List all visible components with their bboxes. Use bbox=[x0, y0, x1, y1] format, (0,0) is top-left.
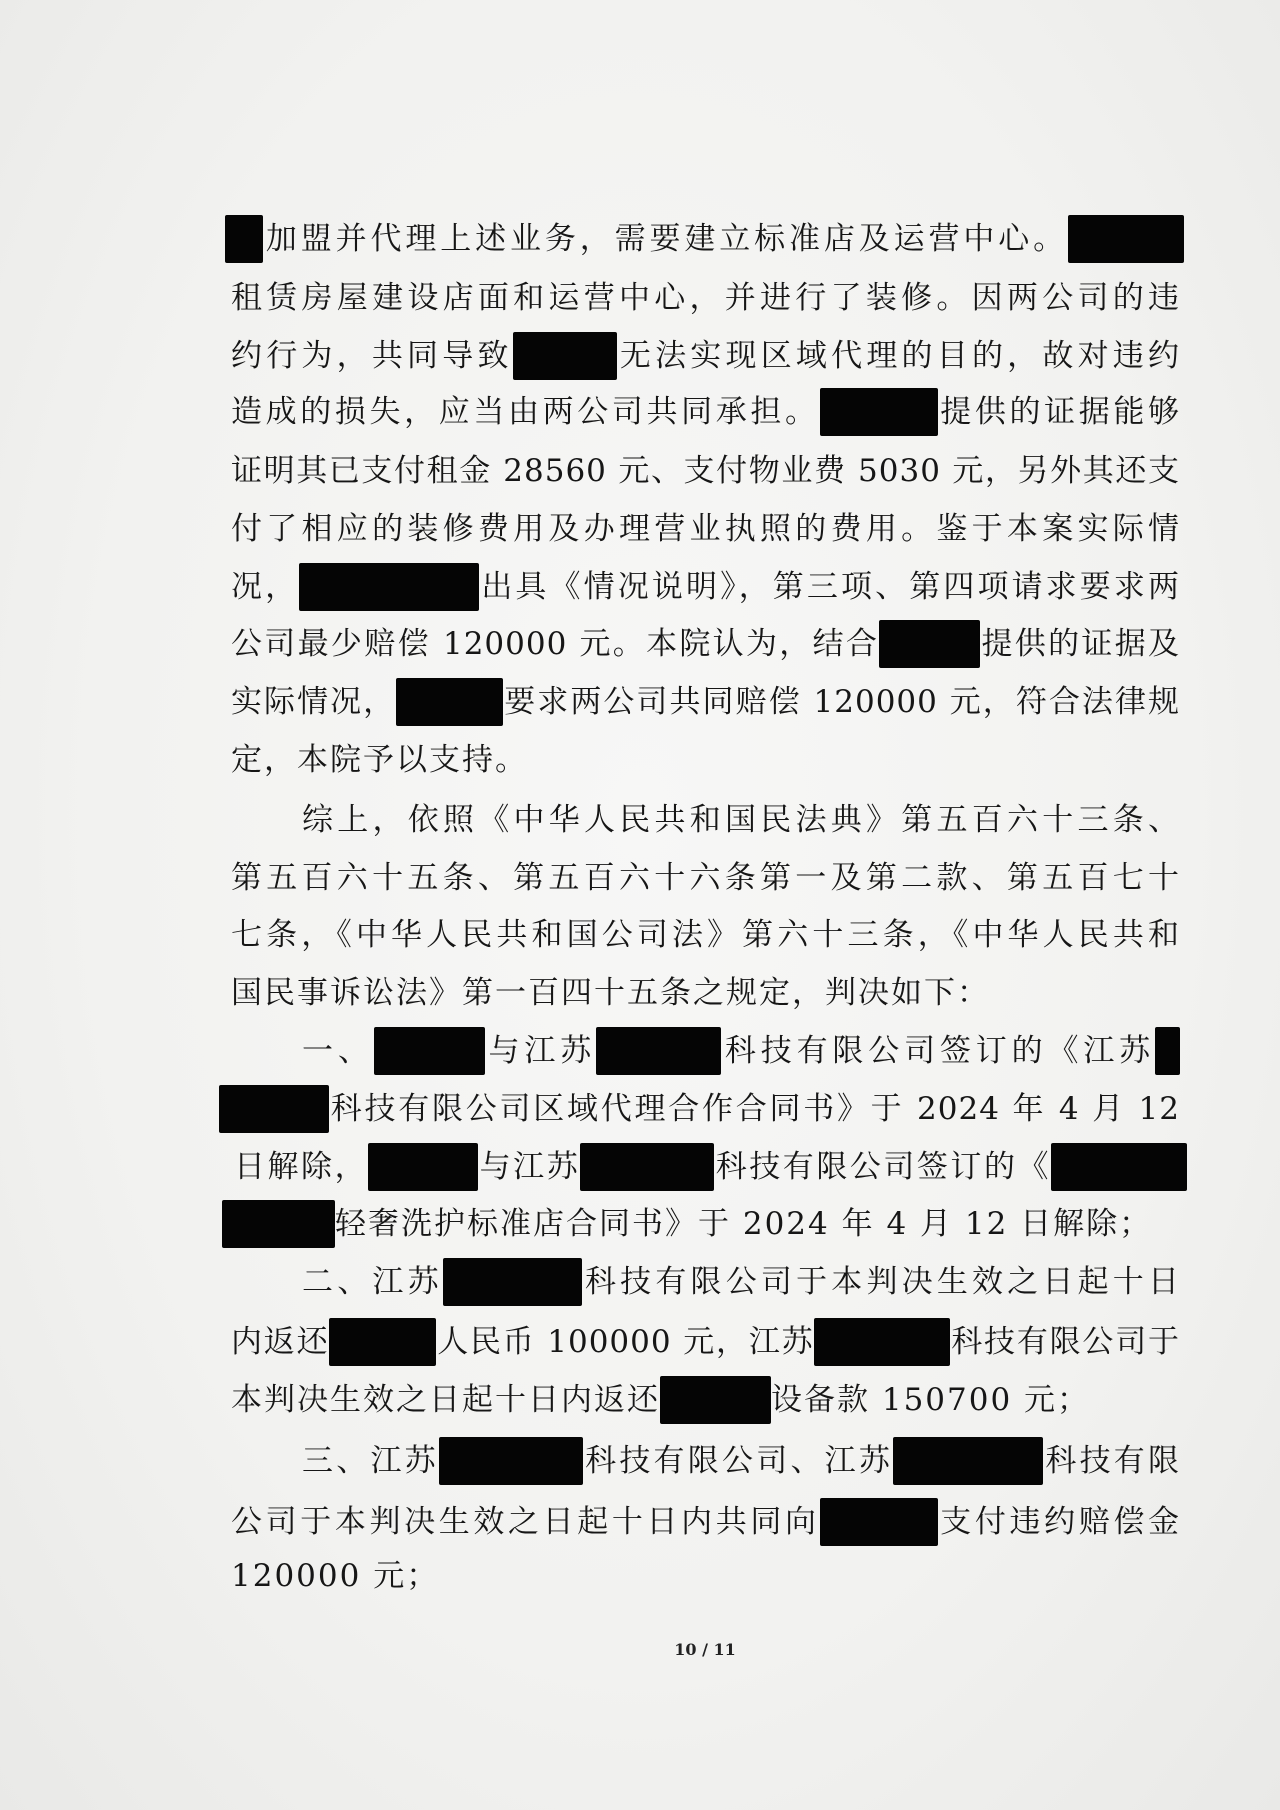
text-segment: 科技有限公司于本判决生效之日起十日 bbox=[581, 1264, 1181, 1300]
redaction-box bbox=[513, 332, 617, 380]
text-segment: 三、江苏 bbox=[302, 1443, 439, 1479]
redaction-box bbox=[596, 1027, 721, 1075]
text-segment: 付了相应的装修费用及办理营业执照的费用。鉴于本案实际情 bbox=[231, 511, 1180, 547]
text-segment: 科技有限公司签订的《 bbox=[714, 1149, 1052, 1185]
text-segment: 设备款 150700 元； bbox=[771, 1382, 1091, 1418]
text-line bbox=[231, 856, 1180, 900]
text-line bbox=[222, 1202, 1180, 1246]
text-segment: 日解除， bbox=[234, 1149, 369, 1185]
text-segment: 一、 bbox=[302, 1033, 374, 1069]
text-segment: 第五百六十五条、第五百六十六条第一及第二款、第五百七十 bbox=[231, 860, 1180, 896]
text-line bbox=[231, 1554, 1180, 1598]
text-line bbox=[231, 738, 1180, 782]
redaction-box bbox=[368, 1143, 478, 1191]
text-segment: 实际情况， bbox=[231, 684, 397, 720]
text-segment: 证明其已支付租金 28560 元、支付物业费 5030 元，另外其还支 bbox=[231, 453, 1180, 489]
text-line bbox=[234, 1145, 1187, 1189]
redaction-box bbox=[329, 1318, 436, 1366]
text-segment: 内返还 bbox=[231, 1324, 330, 1360]
text-segment: 科技有限公司于 bbox=[950, 1324, 1181, 1360]
text-line bbox=[225, 217, 1184, 261]
text-segment: 况， bbox=[231, 569, 300, 605]
text-segment: 与江苏 bbox=[484, 1033, 597, 1069]
redaction-box bbox=[374, 1027, 485, 1075]
redaction-box bbox=[1155, 1027, 1180, 1075]
redaction-box bbox=[820, 388, 938, 436]
text-line bbox=[302, 1029, 1180, 1073]
text-segment: 租赁房屋建设店面和运营中心，并进行了装修。因两公司的违 bbox=[231, 280, 1180, 316]
text-line bbox=[219, 1087, 1180, 1131]
redaction-box bbox=[893, 1437, 1043, 1485]
redaction-box bbox=[219, 1085, 329, 1133]
text-segment: 出具《情况说明》，第三项、第四项请求要求两 bbox=[479, 569, 1180, 605]
text-segment: 公司最少赔偿 120000 元。本院认为，结合 bbox=[231, 626, 880, 662]
text-line bbox=[231, 1378, 1180, 1422]
text-line bbox=[231, 1320, 1180, 1364]
redaction-box bbox=[225, 215, 263, 263]
redaction-box bbox=[222, 1200, 335, 1248]
text-line bbox=[231, 334, 1180, 378]
text-segment: 科技有限公司签订的《江苏 bbox=[721, 1033, 1156, 1069]
redaction-box bbox=[820, 1498, 938, 1546]
text-segment: 120000 元； bbox=[231, 1558, 440, 1594]
text-segment: 国民事诉讼法》第一百四十五条之规定，判决如下： bbox=[231, 975, 990, 1011]
text-line bbox=[231, 1500, 1180, 1544]
text-segment: 科技有限公司、江苏 bbox=[582, 1443, 894, 1479]
text-segment: 科技有限 bbox=[1043, 1443, 1181, 1479]
text-line bbox=[302, 1439, 1180, 1483]
text-segment: 提供的证据及 bbox=[980, 626, 1181, 662]
redaction-box bbox=[299, 563, 479, 611]
text-line bbox=[231, 449, 1180, 493]
redaction-box bbox=[814, 1318, 950, 1366]
text-segment: 支付违约赔偿金 bbox=[937, 1504, 1180, 1540]
text-line bbox=[231, 971, 1180, 1015]
text-segment: 造成的损失，应当由两公司共同承担。 bbox=[231, 394, 820, 430]
text-line bbox=[302, 798, 1180, 842]
text-line bbox=[231, 507, 1180, 551]
text-segment: 轻奢洗护标准店合同书》于 2024 年 4 月 12 日解除； bbox=[335, 1206, 1153, 1242]
text-segment: 加盟并代理上述业务，需要建立标准店及运营中心。 bbox=[263, 221, 1068, 257]
redaction-box bbox=[1051, 1143, 1187, 1191]
redaction-box bbox=[439, 1437, 583, 1485]
text-segment: 定，本院予以支持。 bbox=[231, 742, 528, 778]
text-line bbox=[231, 565, 1180, 609]
redaction-box bbox=[580, 1143, 714, 1191]
text-segment: 科技有限公司区域代理合作合同书》于 2024 年 4 月 12 bbox=[329, 1091, 1180, 1127]
text-line bbox=[231, 276, 1180, 320]
text-line bbox=[231, 390, 1180, 434]
redaction-box bbox=[1068, 215, 1184, 263]
text-segment: 人民币 100000 元，江苏 bbox=[436, 1324, 815, 1360]
text-segment: 要求两公司共同赔偿 120000 元，符合法律规 bbox=[503, 684, 1181, 720]
redaction-box bbox=[443, 1258, 582, 1306]
text-line bbox=[231, 622, 1180, 666]
redaction-box bbox=[879, 620, 980, 668]
text-segment: 约行为，共同导致 bbox=[231, 338, 513, 374]
text-segment: 提供的证据能够 bbox=[937, 394, 1180, 430]
text-line bbox=[231, 680, 1180, 724]
page-number: 10 / 11 bbox=[674, 1640, 736, 1659]
text-segment: 与江苏 bbox=[478, 1149, 581, 1185]
text-segment: 无法实现区域代理的目的，故对违约 bbox=[616, 338, 1181, 374]
text-segment: 二、江苏 bbox=[302, 1264, 443, 1300]
text-segment: 七条，《中华人民共和国公司法》第六十三条，《中华人民共和 bbox=[231, 917, 1180, 953]
text-line bbox=[302, 1260, 1180, 1304]
text-line bbox=[231, 913, 1180, 957]
text-segment: 本判决生效之日起十日内返还 bbox=[231, 1382, 660, 1418]
redaction-box bbox=[396, 678, 503, 726]
redaction-box bbox=[660, 1376, 771, 1424]
text-segment: 公司于本判决生效之日起十日内共同向 bbox=[231, 1504, 820, 1540]
text-segment: 综上，依照《中华人民共和国民法典》第五百六十三条、 bbox=[302, 802, 1180, 838]
